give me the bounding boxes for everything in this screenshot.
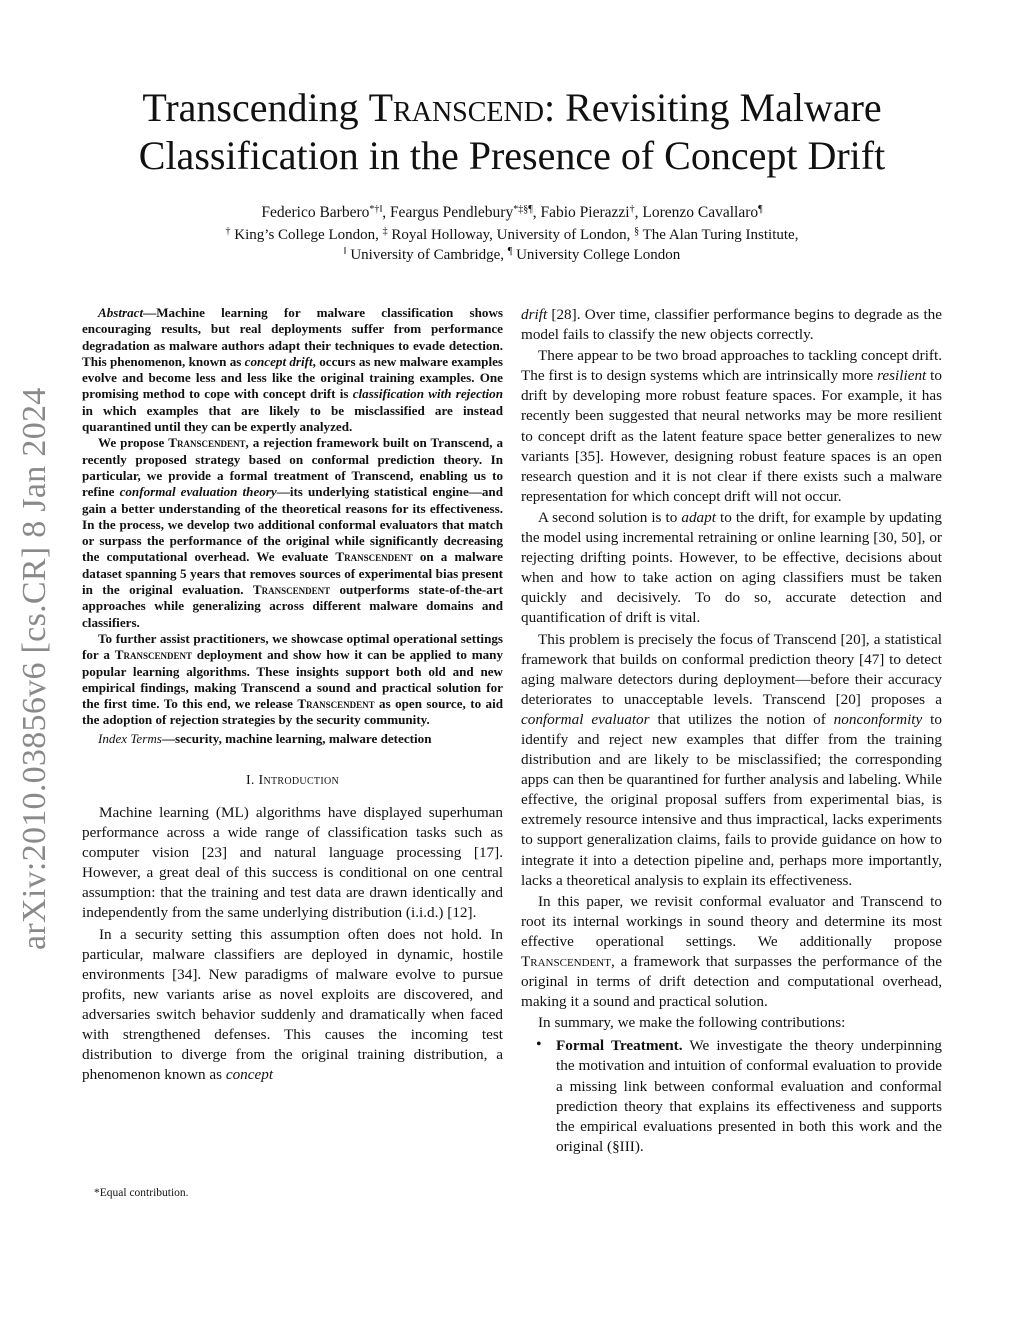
- contribution-list: [521, 1036, 942, 1157]
- author: Fabio Pierazzi†: [540, 204, 635, 221]
- body-paragraph: drift [28]. Over time, classifier performance begins to degrade as the model fails to classify the new objects correctly.: [521, 306, 942, 344]
- abstract-paragraph: To further assist practitioners, we showcase optimal operational settings for a Transcendent deployment and show how it can be applied to many popular learning algorithms. These insights support both old and new empirical findings, making Transcend a sound and practical solution for the first time. To this end, we release Transcendent as open source, to aid the adoption of rejection strategies by the security community.: [82, 630, 504, 728]
- body-paragraph: A second solution is to adapt to the drift, for example by updating the model using incremental retraining or online learning [30, 50], or rejecting drifting points. However, to be effective, decisions about when and how to take action on aging classifiers must be taken quickly and decisively. To do so, accurate detection and quantification of drift is vital.: [521, 508, 942, 627]
- body-paragraph: In a security setting this assumption often does not hold. In particular, malware classifiers are deployed in dynamic, hostile environments [34]. New paradigms of malware evolve to pursue profits, new variants arise as novel exploits are discovered, and adversaries switch behavior suddenly and dramatically when faced with strengthened defenses. This causes the incoming test distribution to diverge from the original training distribution, a phenomenon known as concept: [82, 925, 503, 1084]
- abstract-paragraph: Abstract—Machine learning for malware classification shows encouraging results, but real deployments suffer from performance degradation as malware authors adapt their techniques to evade detection. This phenomenon, known as concept drift, occurs as new malware examples evolve and become less and less like the original training examples. One promising method to cope with concept drift is classification with rejection in which examples that are likely to be misclassified are instead quarantined until they can be expertly analyzed.: [82, 305, 504, 435]
- body-paragraph: In summary, we make the following contributions:: [538, 1014, 846, 1032]
- arxiv-identifier: arXiv:2010.03856v6 [cs.CR] 8 Jan 2024: [16, 387, 53, 950]
- bullet-icon: •: [536, 1036, 542, 1054]
- body-paragraph: There appear to be two broad approaches to tackling concept drift. The first is to design systems which are intrinsically more resilient to drift by developing more robust feature spaces. For example, it has recently been suggested that neural networks may be more resilient to concept drift as the latent feature space better generalizes to new variants [35]. However, designing robust feature spaces is an open research question and it is not clear if there exists such a malware representation for which concept drift will not occur.: [521, 347, 942, 505]
- body-paragraph: In this paper, we revisit conformal evaluator and Transcend to root its internal workings in sound theory and determine its most effective operational settings. We additionally propose Transcendent, a framework that surpasses the performance of the original in terms of drift detection and computational overhead, making it a sound and practical solution.: [521, 892, 942, 1011]
- body-paragraph: Machine learning (ML) algorithms have displayed superhuman performance across a wide range of classification tasks such as computer vision [23] and natural language processing [17]. However, a great deal of this success is conditional on one central assumption: that the training and test data are drawn identically and independently from the same underlying distribution (i.i.d.) [12].: [82, 804, 503, 922]
- footnote: *Equal contribution.: [94, 1187, 189, 1199]
- author: Lorenzo Cavallaro¶: [642, 204, 763, 221]
- author: Feargus Pendlebury*‡§¶: [389, 204, 533, 221]
- introduction-body: [82, 803, 503, 1085]
- left-column: [82, 305, 503, 1085]
- list-item: • Formal Treatment. We investigate the theory underpinning the motivation and intuition of conformal evaluation to provide a missing link between conformal evaluation and conformal prediction theory that explains its effectiveness and supports the empirical evaluations presented in both this work and the original (§III).: [536, 1036, 943, 1155]
- right-column: [521, 305, 942, 1157]
- author-list: Federico Barbero*†‖, Feargus Pendlebury*‡§¶, Fabio Pierazzi†, Lorenzo Cavallaro¶: [261, 204, 763, 221]
- paper-title: Transcending Transcend: Revisiting Malware Classification in the Presence of Concept Drift: [138, 85, 886, 178]
- abstract: [82, 305, 503, 729]
- index-terms: Index Terms—security, machine learning, malware detection: [98, 730, 432, 746]
- abstract-paragraph: We propose Transcendent, a rejection framework built on Transcend, a recently proposed strategy based on conformal prediction theory. In particular, we provide a formal treatment of Transcend, enabling us to refine conformal evaluation theory—its underlying statistical engine—and gain a better understanding of the theoretical reasons for its effectiveness. In the process, we develop two additional conformal evaluators that match or surpass the performance of the original while significantly decreasing the computational overhead. We evaluate Transcendent on a malware dataset spanning 5 years that removes sources of experimental bias present in the original evaluation. Transcendent outperforms state-of-the-art approaches while generalizing across different malware domains and classifiers.: [82, 435, 504, 630]
- body-paragraph: This problem is precisely the focus of Transcend [20], a statistical framework that builds on conformal prediction theory [47] to detect aging malware detectors during deployment—before their accuracy deteriorates to unacceptable levels. Transcend [20] proposes a conformal evaluator that utilizes the notion of nonconformity to identify and reject new examples that differ from the training distribution and are likely to be misclassified; the corresponding apps can then be quarantined for further analysis and labeling. While effective, the original proposal suffers from experimental bias, is extremely resource intensive and thus impractical, lacks experiments to support generalization claims, fails to provide guidance on how to integrate it into a detection pipeline and, perhaps more importantly, lacks a theoretical analysis to explain its effectiveness.: [521, 630, 942, 889]
- author: Federico Barbero*†‖: [261, 204, 383, 221]
- affiliation-list: † King’s College London, ‡ Royal Holloway, University of London, § The Alan Turing Institute, ‖ University of Cambridge, ¶ University College London: [225, 226, 799, 263]
- section-heading: I. Introduction: [245, 773, 340, 789]
